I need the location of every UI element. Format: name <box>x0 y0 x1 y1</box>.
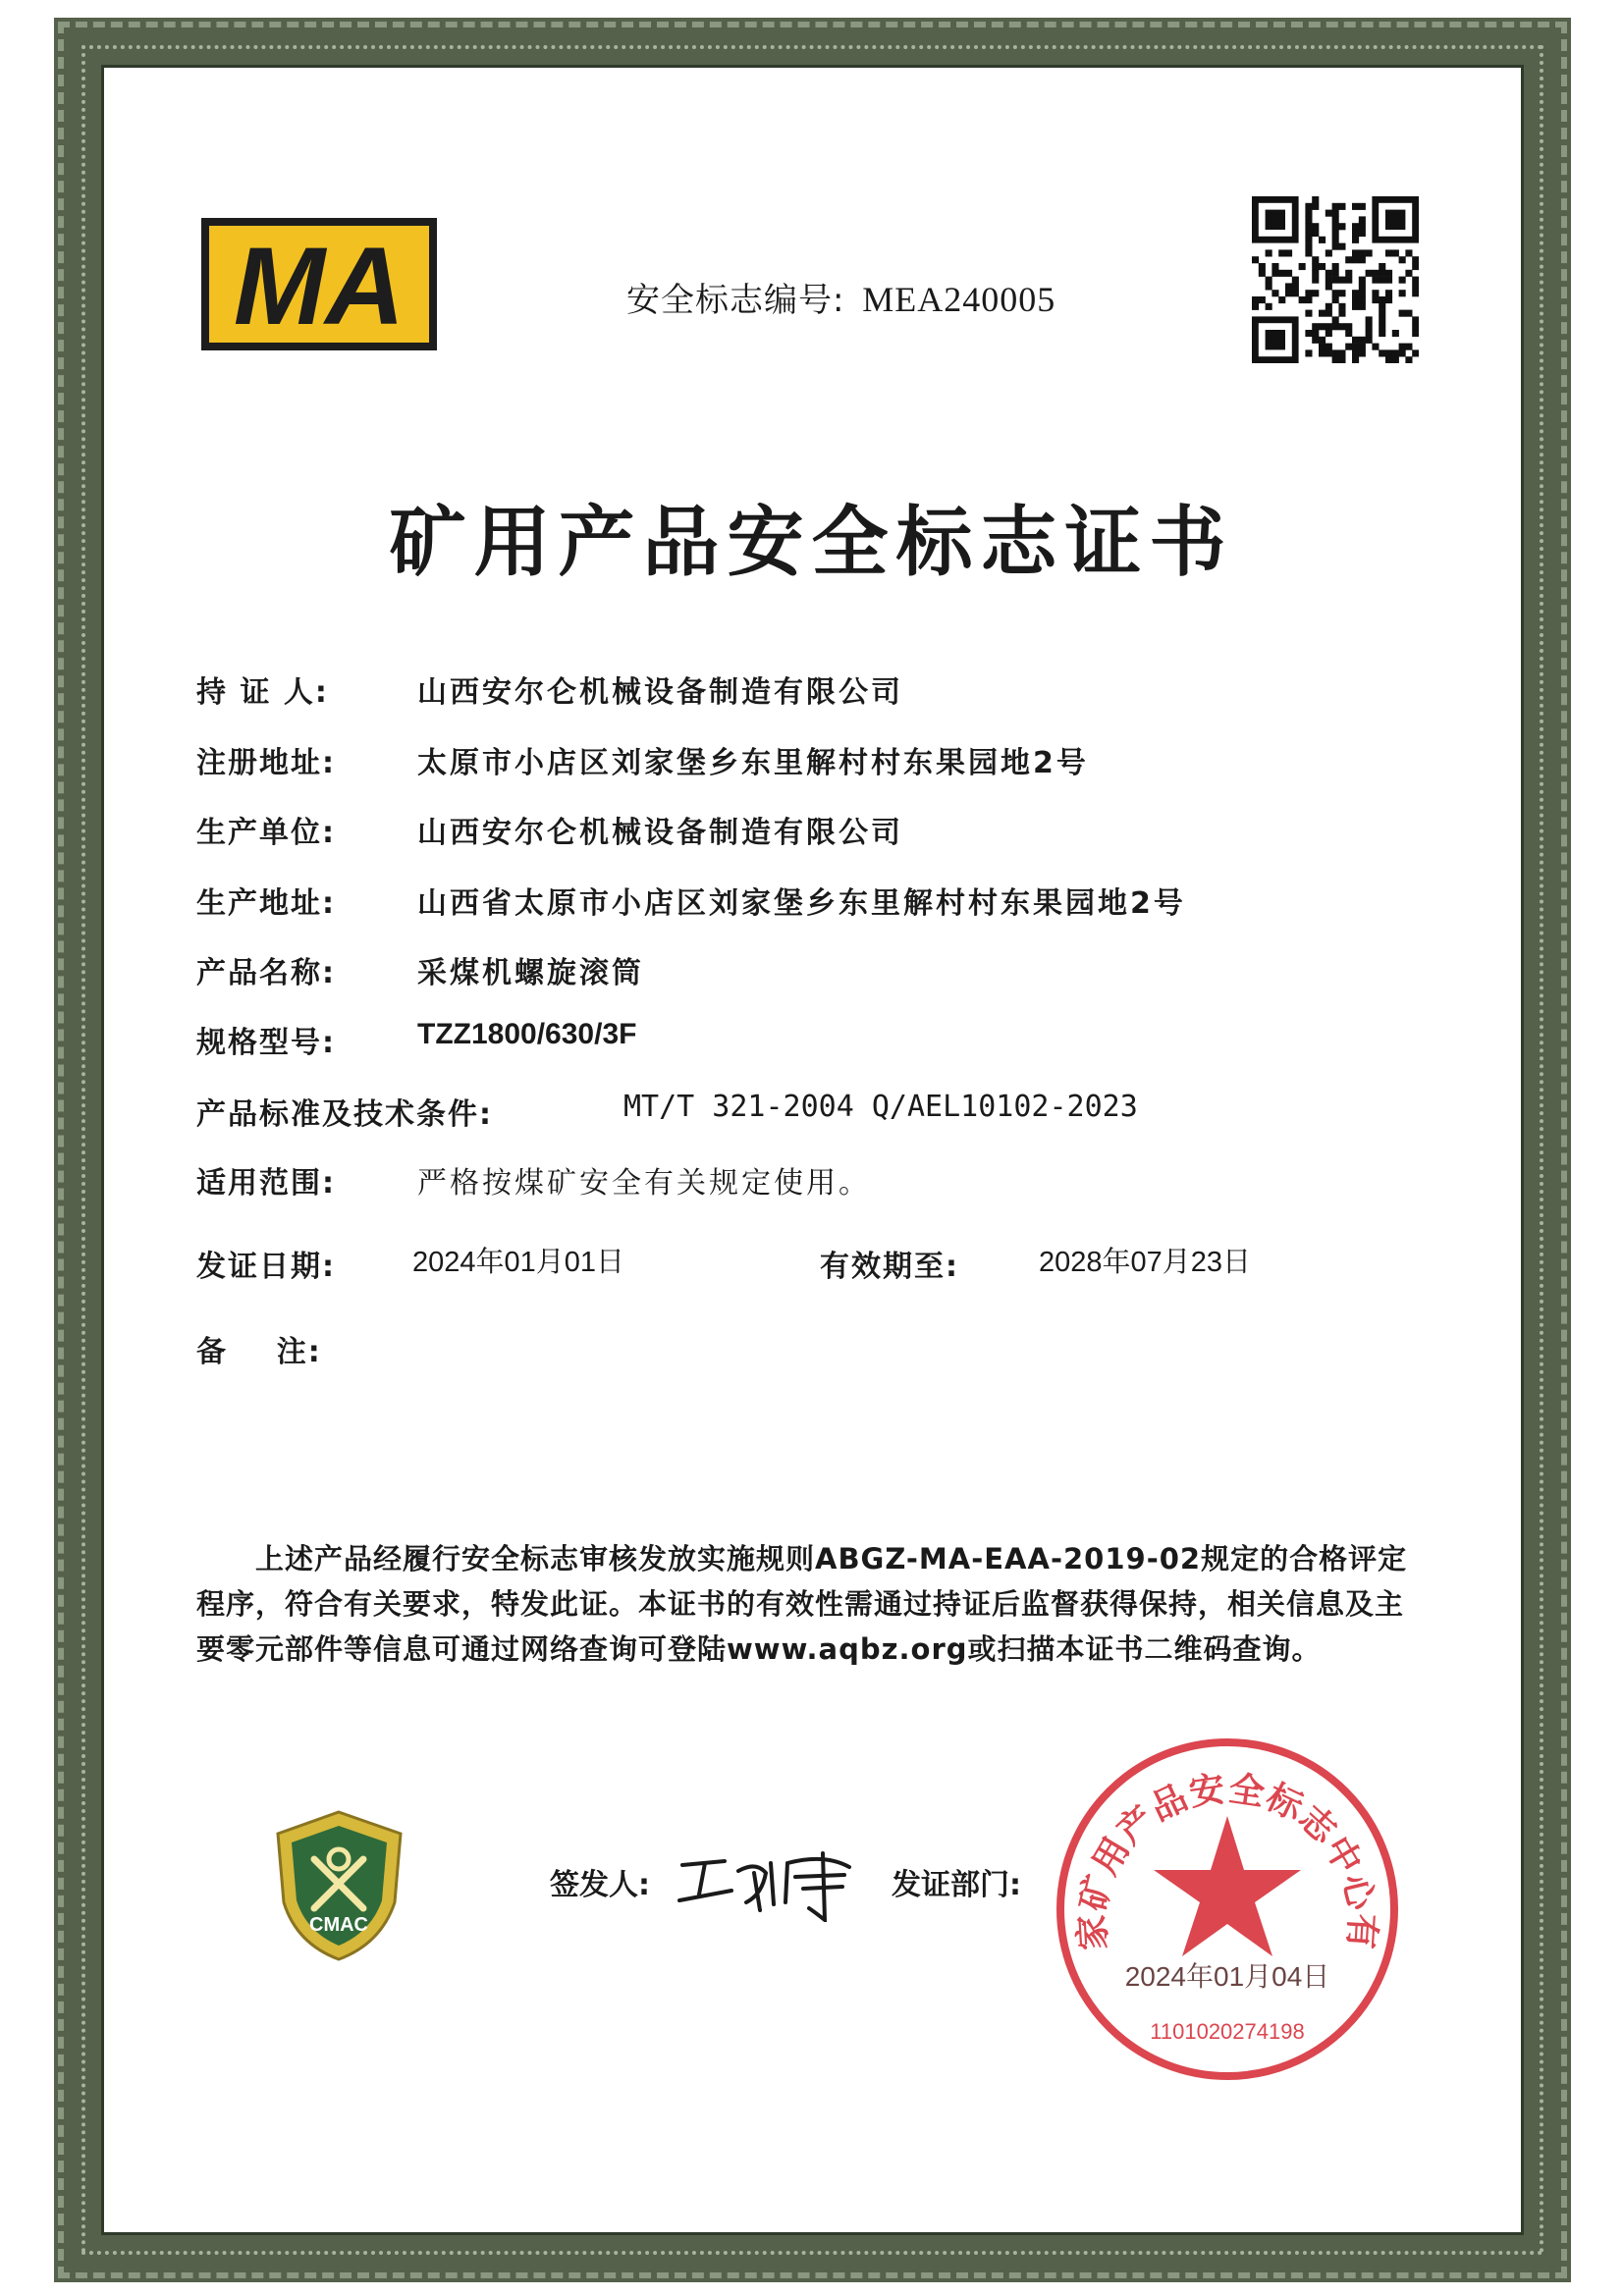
issue-date-value: 2024年01月01日 <box>412 1247 625 1278</box>
field-label: 产品标准及技术条件: <box>196 1097 493 1132</box>
field-value: MT/T 321-2004 Q/AEL10102-2023 <box>623 1090 1138 1124</box>
signer-label: 签发人: <box>550 1868 650 1902</box>
field-label: 规格型号: <box>196 1026 336 1060</box>
statement-paragraph: 上述产品经履行安全标志审核发放实施规则ABGZ-MA-EAA-2019-02规定的合格评定程序，符合有关要求，特发此证。本证书的有效性需通过持证后监督获得保持，相关信息及主要零元部件等信息可通过网络查询可登陆www.aqbz.org或扫描本证书二维码查询。 <box>196 1542 1408 1666</box>
seal-date: 2024年01月04日 <box>1124 1961 1330 1992</box>
ma-logo-text: MA <box>233 225 406 347</box>
seal-ring-text: 家矿用产品安全标志中心有 <box>1072 1768 1382 1951</box>
valid-until-label: 有效期至: <box>820 1250 959 1284</box>
field-label: 生产地址: <box>196 886 336 921</box>
field-value: 严格按煤矿安全有关规定使用。 <box>417 1166 871 1201</box>
issue-date-label: 发证日期: <box>196 1250 336 1284</box>
field-value: 太原市小店区刘家堡乡东里解村村东果园地2号 <box>417 746 1089 780</box>
serial-value: MEA240005 <box>862 280 1056 319</box>
field-value: 山西安尔仑机械设备制造有限公司 <box>417 675 903 710</box>
cmac-badge <box>273 1808 406 1963</box>
field-label: 适用范围: <box>196 1166 336 1201</box>
field-label: 产品名称: <box>196 956 336 990</box>
signature <box>677 1843 859 1926</box>
field-value: TZZ1800/630/3F <box>417 1018 637 1050</box>
qr-code[interactable] <box>1252 196 1419 363</box>
department-label: 发证部门: <box>892 1868 1021 1902</box>
field-label: 生产单位: <box>196 816 336 850</box>
field-value: 山西省太原市小店区刘家堡乡东里解村村东果园地2号 <box>417 886 1186 921</box>
valid-until-value: 2028年07月23日 <box>1039 1247 1252 1278</box>
field-label: 注册地址: <box>196 746 336 780</box>
field-label: 持 证 人: <box>196 675 329 710</box>
seal-code: 1101020274198 <box>1150 2019 1305 2044</box>
serial-number <box>626 273 1055 321</box>
ma-logo <box>201 218 437 350</box>
remarks-label: 备 注: <box>196 1335 322 1369</box>
field-value: 采煤机螺旋滚筒 <box>417 956 644 990</box>
official-seal <box>1051 1733 1404 2086</box>
cmac-badge-text: CMAC <box>309 1914 368 1936</box>
serial-label: 安全标志编号: <box>626 281 845 320</box>
certificate-title: 矿用产品安全标志证书 <box>389 498 1234 587</box>
field-value: 山西安尔仑机械设备制造有限公司 <box>417 816 903 850</box>
